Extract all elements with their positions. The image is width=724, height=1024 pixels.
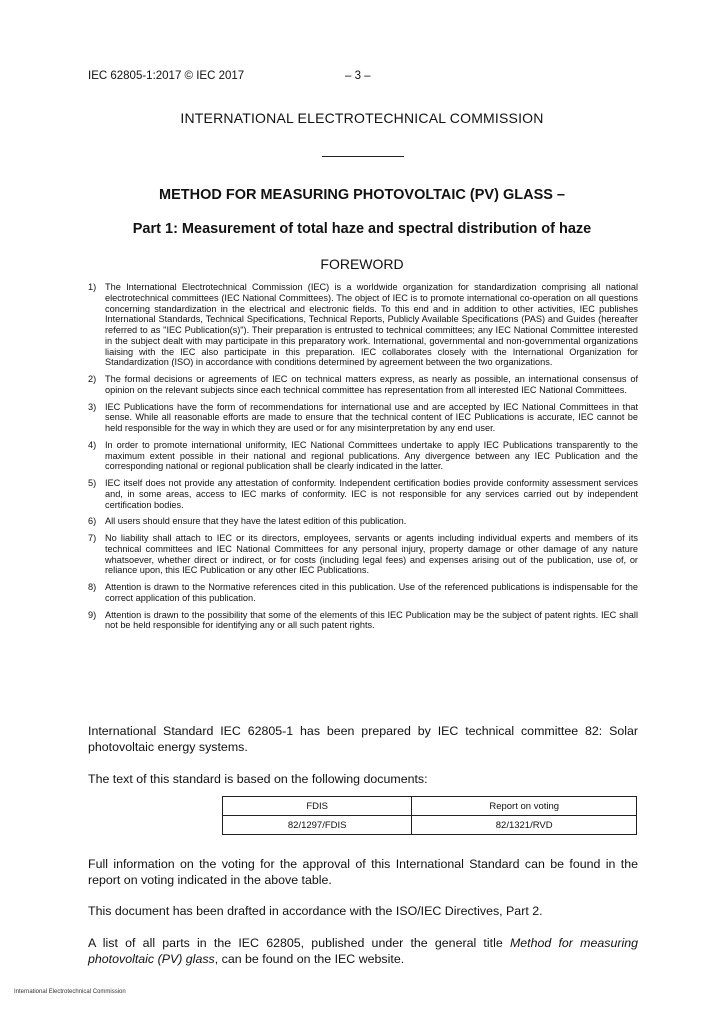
table-header-cell: FDIS [223, 797, 412, 816]
foreword-item [88, 282, 638, 368]
item-number: 8) [88, 582, 97, 592]
item-number: 9) [88, 609, 97, 620]
foreword-item [88, 440, 638, 472]
table-cell: 82/1321/RVD [412, 816, 637, 835]
voting-info-paragraph: Full information on the voting for the approval of this International Standard can be found in the report on voting indicated in the above table. [88, 857, 638, 887]
based-on-paragraph: The text of this standard is based on the following documents: [88, 772, 428, 786]
item-number: 7) [88, 533, 97, 543]
item-number: 1) [88, 282, 97, 292]
item-text: The formal decisions or agreements of IEC on technical matters express, as nearly as possible, an international consensus of opinion on the relevant subjects since each technical committee has representation from all interested IEC National Committees. [105, 374, 638, 395]
item-text: IEC itself does not provide any attestation of conformity. Independent certification bodies provide conformity assessment services and, in some areas, access to IEC marks of conformity. IEC is not responsible for any services carried out by independent certification bodies. [105, 478, 638, 510]
item-number: 3) [88, 401, 97, 412]
divider-rule [322, 156, 404, 157]
parts-list-title: Method for measuring photovoltaic (PV) glass [88, 936, 638, 966]
item-number: 6) [88, 516, 97, 527]
item-text: IEC Publications have the form of recommendations for international use and are accepted by IEC National Committees in that sense. While all reasonable efforts are made to ensure that the technical content of IEC Publications is accurate, IEC cannot be held responsible for the way in which they are used or for any misinterpretation by any end user. [105, 401, 638, 433]
foreword-item [88, 610, 638, 632]
table-header-cell: Report on voting [412, 797, 637, 816]
parts-list-paragraph [88, 935, 638, 967]
foreword-item [88, 374, 638, 396]
foreword-item [88, 478, 638, 510]
foreword-heading: FOREWORD [320, 256, 404, 272]
documents-table [222, 796, 637, 835]
drafted-paragraph: This document has been drafted in accordance with the ISO/IEC Directives, Part 2. [88, 904, 543, 918]
header-page-number: – 3 – [345, 70, 371, 82]
organization-name: INTERNATIONAL ELECTROTECHNICAL COMMISSION [180, 110, 544, 126]
item-text: The International Electrotechnical Commission (IEC) is a worldwide organization for standardization comprising all national electrotechnical committees (IEC National Committees). The object of IEC is to promote international co-operation on all questions concerning standardization in the electrical and electronic fields. To this end and in addition to other activities, IEC publishes International Standards, Technical Specifications, Technical Reports, Publicly Available Specifications (PAS) and Guides (hereafter referred to as "IEC Publication(s)"). Their preparation is entrusted to technical committees; any IEC National Committee interested in the subject dealt with may participate in this preparatory work. International, governmental and non-governmental organizations liaising with the IEC also participate in this preparation. IEC collaborates closely with the International Organization for Standardization (ISO) in accordance with conditions determined by agreement between the two organizations. [105, 282, 638, 368]
item-number: 2) [88, 374, 97, 384]
footer-text: International Electrotechnical Commission [14, 989, 126, 995]
foreword-list [88, 282, 638, 637]
item-text: No liability shall attach to IEC or its directors, employees, servants or agents including individual experts and members of its technical committees and IEC National Committees for any personal injury, property damage or other damage of any nature whatsoever, whether direct or indirect, or for costs (including legal fees) and expenses arising out of the publication, use of, or reliance upon, this IEC Publication or any other IEC Publications. [105, 533, 638, 576]
item-text: Attention is drawn to the possibility that some of the elements of this IEC Publication may be the subject of patent rights. IEC shall not be held responsible for identifying any or all such patent rights. [105, 609, 638, 631]
item-text: All users should ensure that they have the latest edition of this publication. [105, 516, 407, 527]
table-cell: 82/1297/FDIS [223, 816, 412, 835]
item-text: Attention is drawn to the Normative references cited in this publication. Use of the referenced publications is indispensable for the correct application of this publication. [105, 582, 638, 603]
table-row [223, 816, 637, 835]
item-text: In order to promote international uniformity, IEC National Committees undertake to apply IEC Publications transparently to the maximum extent possible in their national and regional publications. Any divergence between any IEC Publication and the corresponding national or regional publication shall be clearly indicated in the latter. [105, 439, 638, 472]
foreword-item [88, 533, 638, 576]
table-header-row [223, 797, 637, 816]
foreword-item [88, 516, 638, 527]
parts-list-suffix: , can be found on the IEC website. [214, 952, 405, 966]
foreword-item [88, 582, 638, 604]
document-title: METHOD FOR MEASURING PHOTOVOLTAIC (PV) GLASS – [158, 187, 565, 203]
item-number: 4) [88, 439, 97, 450]
document-part-title: Part 1: Measurement of total haze and spectral distribution of haze [132, 221, 592, 237]
item-number: 5) [88, 478, 97, 488]
foreword-item [88, 402, 638, 434]
prepared-by-paragraph: International Standard IEC 62805-1 has been prepared by IEC technical committee 82: Solar photovoltaic energy systems. [88, 724, 638, 754]
header-standard-id: IEC 62805-1:2017 © IEC 2017 [88, 70, 245, 82]
parts-list-prefix: A list of all parts in the IEC 62805, published under the general title [88, 936, 510, 950]
